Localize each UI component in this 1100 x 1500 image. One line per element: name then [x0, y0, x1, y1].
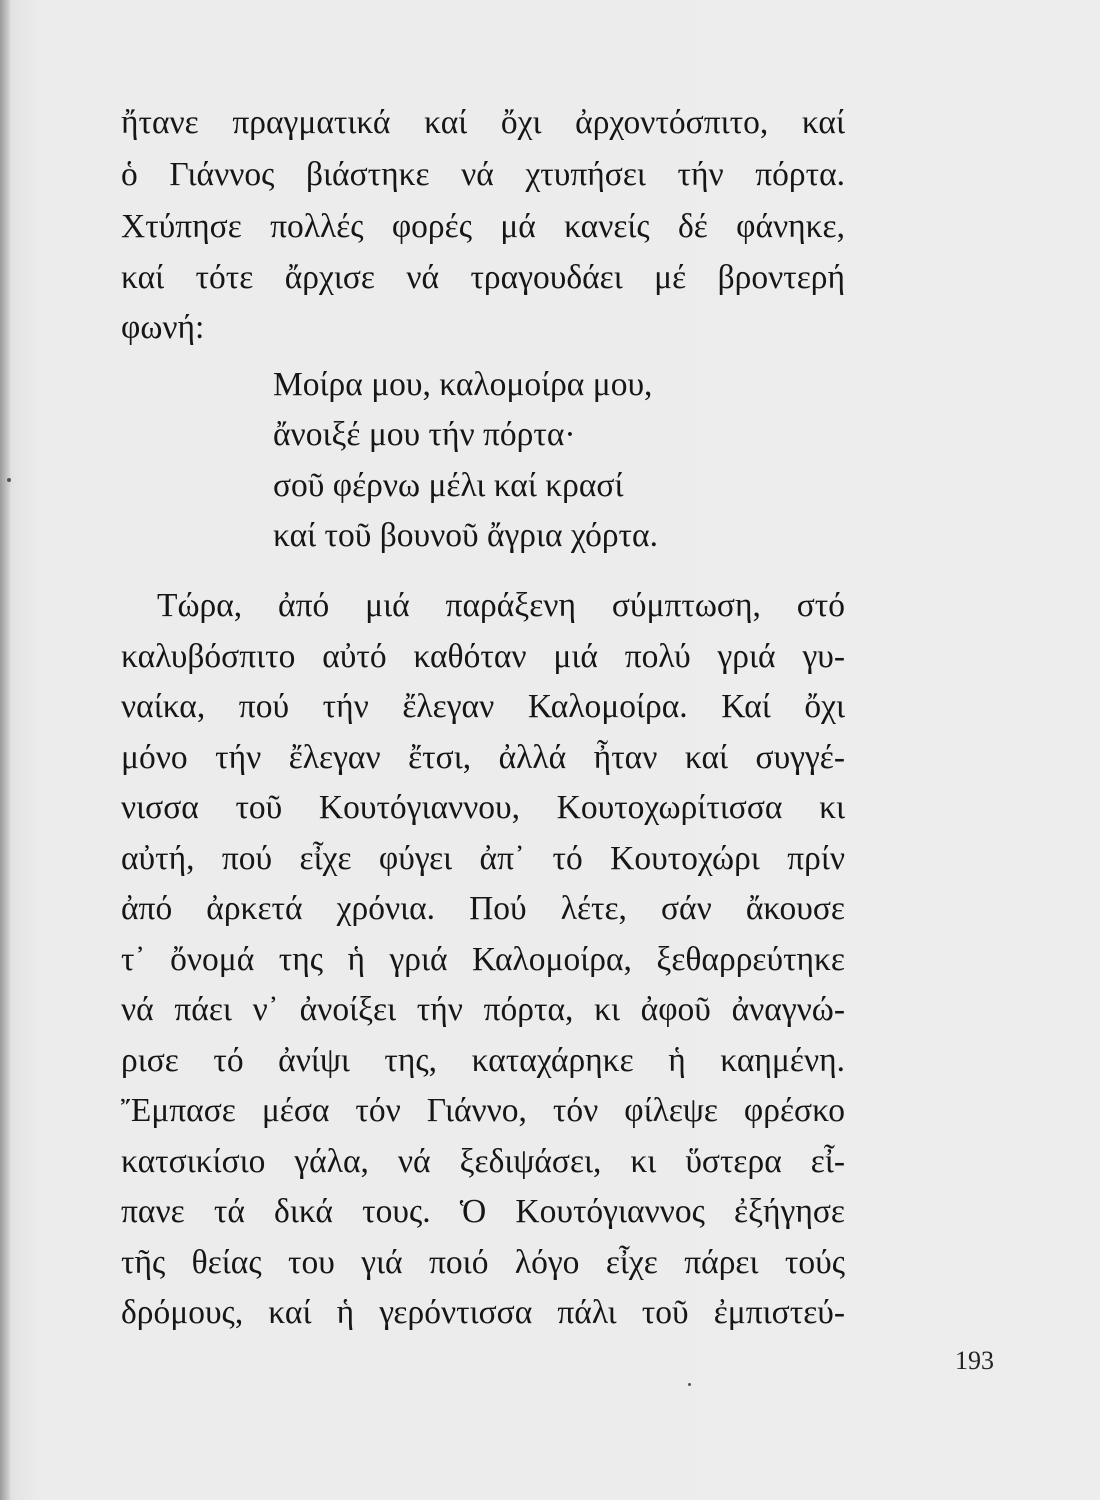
- page-number: 193: [955, 1346, 994, 1375]
- paper-speck: [7, 478, 11, 482]
- text-line: πανε τά δικά τους. Ὁ Κουτόγιαννος ἐξήγησε: [121, 1193, 845, 1230]
- text-line: ὁ Γιάννος βιάστηκε νά χτυπήσει τήν πόρτα.: [121, 156, 845, 193]
- text-line: καλυβόσπιτο αὐτό καθόταν μιά πολύ γριά γυ-: [121, 638, 845, 675]
- text-line: νισσα τοῦ Κουτόγιαννου, Κουτοχωρίτισσα κι: [121, 789, 845, 826]
- verse-line: καί τοῦ βουνοῦ ἄγρια χόρτα.: [273, 517, 658, 554]
- text-line: Χτύπησε πολλές φορές μά κανείς δέ φάνηκε,: [121, 208, 845, 245]
- text-line: ρισε τό ἀνίψι της, καταχάρηκε ἡ καημένη.: [121, 1042, 845, 1079]
- text-line: Τώρα, ἀπό μιά παράξενη σύμπτωση, στό: [157, 587, 845, 624]
- verse-line: ἄνοιξέ μου τήν πόρτα·: [273, 416, 576, 453]
- text-line: Ἔμπασε μέσα τόν Γιάννο, τόν φίλεψε φρέσκο: [121, 1092, 845, 1129]
- text-line: αὐτή, πού εἶχε φύγει ἀπ᾽ τό Κουτοχώρι πρίν: [121, 840, 845, 877]
- text-line: τῆς θείας του γιά ποιό λόγο εἶχε πάρει τούς: [121, 1244, 845, 1281]
- text-line: ἤτανε πραγματικά καί ὄχι ἀρχοντόσπιτο, καί: [121, 104, 845, 141]
- verse-line: σοῦ φέρνω μέλι καί κρασί: [273, 467, 624, 504]
- text-line: κατσικίσιο γάλα, νά ξεδιψάσει, κι ὕστερα εἶ-: [121, 1143, 845, 1180]
- paper-speck: [688, 1383, 691, 1386]
- text-line: ἀπό ἀρκετά χρόνια. Πού λέτε, σάν ἄκουσε: [121, 890, 845, 927]
- binding-edge: [0, 0, 10, 1500]
- verse-line: Μοίρα μου, καλομοίρα μου,: [273, 366, 653, 403]
- text-line: νά πάει ν᾽ ἀνοίξει τήν πόρτα, κι ἀφοῦ ἀναγνώ-: [121, 991, 845, 1028]
- text-line: φωνή:: [121, 309, 205, 346]
- text-line: καί τότε ἄρχισε νά τραγουδάει μέ βροντερή: [121, 259, 845, 296]
- text-line: δρόμους, καί ἡ γερόντισσα πάλι τοῦ ἐμπιστεύ-: [121, 1294, 845, 1331]
- text-line: μόνο τήν ἔλεγαν ἔτσι, ἀλλά ἦταν καί συγγέ-: [121, 739, 845, 776]
- text-line: τ᾽ ὄνομά της ἡ γριά Καλομοίρα, ξεθαρρεύτηκε: [121, 941, 845, 978]
- text-line: ναίκα, πού τήν ἔλεγαν Καλομοίρα. Καί ὄχι: [121, 688, 845, 725]
